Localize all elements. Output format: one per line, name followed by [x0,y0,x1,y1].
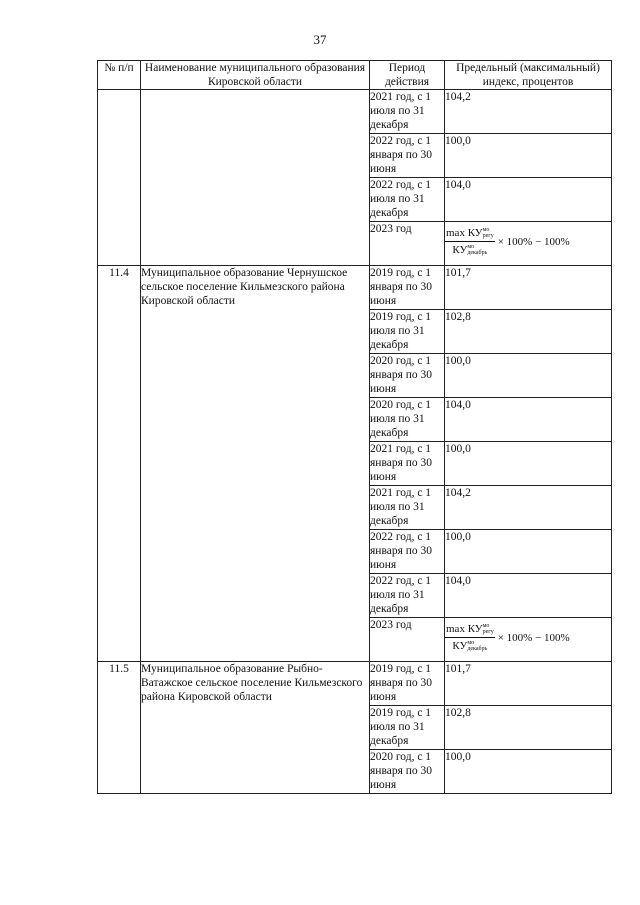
formula-fraction [445,622,495,653]
formula-sup: мо [467,244,475,251]
formula-denominator-indices [467,244,487,256]
table-body [98,90,612,794]
formula-sup: мо [482,623,490,630]
period-cell: 2023 год [370,222,445,266]
formula-sub: регу [482,233,494,240]
index-value [445,222,612,266]
formula-sup: мо [467,640,475,647]
period-cell: 2022 год, с 1 июля по 31 декабря [370,178,445,222]
index-value [445,618,612,662]
formula-max-text: max КУ [446,227,483,239]
period-cell: 2020 год, с 1 июля по 31 декабря [370,398,445,442]
period-cell: 2023 год [370,618,445,662]
period-cell: 2019 год, с 1 июля по 31 декабря [370,706,445,750]
index-value: 100,0 [445,134,612,178]
table-row [98,266,612,310]
period-cell: 2021 год, с 1 июля по 31 декабря [370,90,445,134]
formula-sub: декабрь [467,250,488,257]
header-num: № п/п [98,61,141,90]
period-cell: 2022 год, с 1 июля по 31 декабря [370,574,445,618]
formula-denominator [452,638,487,653]
formula-denominator-indices [467,640,487,652]
formula-den-text: КУ [452,640,468,652]
index-formula [445,622,570,653]
index-value: 100,0 [445,442,612,486]
index-value: 100,0 [445,530,612,574]
index-value: 101,7 [445,662,612,706]
page-number: 37 [313,32,327,47]
formula-tail: × 100% − 100% [497,235,570,248]
index-value: 100,0 [445,750,612,794]
formula-numerator-indices [483,227,494,239]
municipality-name [141,90,370,266]
formula-numerator [445,622,495,638]
period-cell: 2019 год, с 1 января по 30 июня [370,662,445,706]
index-value: 101,7 [445,266,612,310]
formula-numerator [445,226,495,242]
period-cell: 2021 год, с 1 июля по 31 декабря [370,486,445,530]
period-cell: 2022 год, с 1 января по 30 июня [370,530,445,574]
formula-denominator [452,242,487,257]
row-number: 11.4 [98,266,141,662]
index-value: 104,0 [445,178,612,222]
tariff-index-table [97,60,612,794]
formula-sub: регу [482,629,494,636]
index-value: 104,2 [445,486,612,530]
period-cell: 2021 год, с 1 января по 30 июня [370,442,445,486]
row-number: 11.5 [98,662,141,794]
table-row [98,662,612,706]
row-number [98,90,141,266]
index-value: 102,8 [445,310,612,354]
formula-sup: мо [482,227,490,234]
period-cell: 2020 год, с 1 января по 30 июня [370,750,445,794]
formula-sub: декабрь [467,646,488,653]
table-header-row [98,61,612,90]
formula-numerator-indices [483,623,494,635]
index-value: 104,0 [445,398,612,442]
index-value: 102,8 [445,706,612,750]
index-formula [445,226,570,257]
period-cell: 2019 год, с 1 января по 30 июня [370,266,445,310]
header-period: Период действия [370,61,445,90]
period-cell: 2020 год, с 1 января по 30 июня [370,354,445,398]
index-value: 104,2 [445,90,612,134]
formula-max-text: max КУ [446,623,483,635]
index-value: 100,0 [445,354,612,398]
index-value: 104,0 [445,574,612,618]
municipality-name: Муниципальное образование Чернушское сельское поселение Кильмезского района Кировской области [141,266,370,662]
header-name: Наименование муниципального образования Кировской области [141,61,370,90]
header-index: Предельный (максимальный) индекс, процентов [445,61,612,90]
formula-den-text: КУ [452,244,468,256]
period-cell: 2019 год, с 1 июля по 31 декабря [370,310,445,354]
formula-fraction [445,226,495,257]
period-cell: 2022 год, с 1 января по 30 июня [370,134,445,178]
table-row [98,90,612,134]
municipality-name: Муниципальное образование Рыбно-Ватажское сельское поселение Кильмезского района Кировской области [141,662,370,794]
formula-tail: × 100% − 100% [497,631,570,644]
